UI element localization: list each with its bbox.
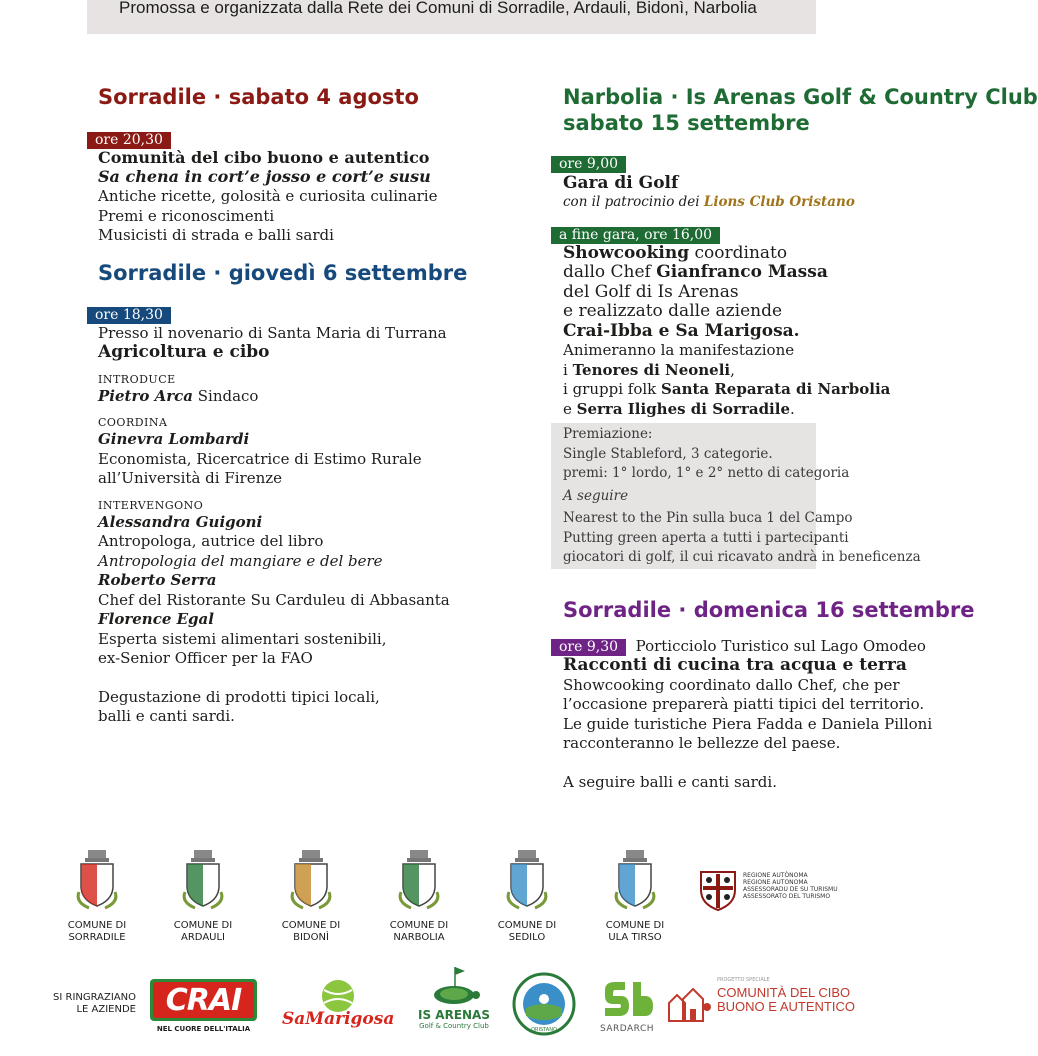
folk-group: Santa Reparata di Narbolia xyxy=(661,380,891,398)
time-tag: a fine gara, ore 16,00 xyxy=(551,227,720,244)
prize-line: premi: 1° lordo, 1° e 2° netto di categoria xyxy=(563,465,850,481)
patronage-text: con il patrocinio dei xyxy=(563,194,704,210)
speaker-name: Alessandra Guigoni xyxy=(98,512,263,531)
speaker-role: Chef del Ristorante Su Carduleu di Abbasanta xyxy=(98,590,450,609)
event-line: coordinato xyxy=(689,242,788,263)
role-label: INTERVENGONO xyxy=(98,498,204,512)
comune-logo xyxy=(602,848,668,944)
event-line: racconteranno le bellezze del paese. xyxy=(563,734,841,752)
prize-line: Nearest to the Pin sulla buca 1 del Campo xyxy=(563,510,853,526)
event-line: Presso il novenario di Santa Maria di Turrana xyxy=(98,323,447,342)
speaker-role: all’Università di Firenze xyxy=(98,469,283,487)
turtle-flag-icon xyxy=(425,965,483,1005)
samarigosa-text: SaMarigosa xyxy=(282,1009,395,1029)
comune-logo xyxy=(494,848,560,944)
comune-logo xyxy=(386,848,452,944)
event-line: dallo Chef xyxy=(563,262,657,282)
thanks-label xyxy=(40,992,136,1016)
closing-line: A seguire balli e canti sardi. xyxy=(563,772,777,791)
regione-logo xyxy=(697,866,838,916)
section-title-sorradile-settembre: Sorradile · giovedì 6 settembre xyxy=(98,260,468,285)
event-line: Premi e riconoscimenti xyxy=(98,206,275,225)
time-tag: ore 18,30 xyxy=(87,307,171,324)
event-subtitle: Sa chena in cort’e josso e cort’e susu xyxy=(98,167,431,186)
comunita-text: COMUNITÀ DEL CIBO xyxy=(717,985,851,1000)
event-title: Comunità del cibo buono e autentico xyxy=(98,148,430,167)
event-line: Showcooking coordinato dallo Chef, che per xyxy=(563,675,900,694)
comune-label: COMUNE DI xyxy=(281,920,341,931)
prize-line: giocatori di golf, il cui ricavato andrà in beneficenza xyxy=(563,549,921,565)
speaker-name: Roberto Serra xyxy=(98,571,217,589)
village-icon xyxy=(667,983,713,1023)
event-line: e xyxy=(563,399,577,418)
role-label: COORDINA xyxy=(98,416,168,429)
event-line: Antiche ricette, golosità e curiosita culinarie xyxy=(98,187,438,205)
comunita-logo xyxy=(667,977,855,1033)
comune-label: COMUNE DI xyxy=(497,920,557,931)
folk-group: Serra Ilighes di Sorradile xyxy=(576,399,790,418)
regione-text: REGIONE AUTONOMA xyxy=(743,879,808,886)
comune-crest-icon xyxy=(71,848,123,912)
comune-label: COMUNE DI xyxy=(605,920,665,931)
sardarch-logo xyxy=(597,980,657,1036)
prize-line: Single Stableford, 3 categorie. xyxy=(563,445,773,462)
chef-name: Gianfranco Massa xyxy=(656,262,828,282)
crai-text: CRAI xyxy=(165,983,242,1018)
isarenas-logo xyxy=(413,965,495,1035)
comune-logo xyxy=(64,848,130,944)
event-line: i xyxy=(563,360,573,379)
event-line: l’occasione preparerà piatti tipici del territorio. xyxy=(563,695,925,713)
comune-label: COMUNE DI xyxy=(389,920,449,931)
comune-label: COMUNE DI xyxy=(173,920,233,931)
comune-name: SORRADILE xyxy=(68,932,126,943)
regione-crest-icon xyxy=(697,866,739,912)
section-title-sorradile-domenica: Sorradile · domenica 16 settembre xyxy=(563,597,975,622)
event-line: e realizzato dalle aziende xyxy=(563,301,783,321)
comune-crest-icon xyxy=(393,848,445,912)
left-column xyxy=(95,84,498,727)
prize-line: A seguire xyxy=(563,487,629,504)
lions-club: Lions Club Oristano xyxy=(703,194,855,210)
speaker-role: ex-Senior Officer per la FAO xyxy=(98,649,313,667)
speaker-name: Ginevra Lombardi xyxy=(98,430,250,448)
regione-text: ASSESSORATO DEL TURISMO xyxy=(743,893,831,900)
comune-name: ULA TIRSO xyxy=(608,932,662,943)
crai-tagline: NEL CUORE DELL'ITALIA xyxy=(156,1025,251,1033)
location: Porticciolo Turistico sul Lago Omodeo xyxy=(635,636,926,655)
comune-crest-icon xyxy=(609,848,661,912)
section-title-date: sabato 15 settembre xyxy=(563,111,810,135)
comune-name: ARDAULI xyxy=(181,932,225,943)
event-line: . xyxy=(790,399,795,418)
top-banner xyxy=(87,0,816,34)
speaker-role: Antropologa, autrice del libro xyxy=(98,532,324,550)
speaker-name: Pietro Arca xyxy=(98,386,193,405)
event-line: i gruppi folk xyxy=(563,380,662,398)
event-title: Racconti di cucina tra acqua e terra xyxy=(563,655,907,675)
event-title: Agricoltura e cibo xyxy=(98,342,270,362)
comune-crest-icon xyxy=(501,848,553,912)
time-tag: ore 9,30 xyxy=(551,639,626,656)
event-line: , xyxy=(730,360,735,379)
crai-logo xyxy=(150,979,257,1035)
prize-box xyxy=(551,423,921,569)
time-tag: ore 9,00 xyxy=(551,156,626,173)
showcooking-label: Showcooking xyxy=(563,242,690,263)
comune-name: BIDONÌ xyxy=(293,932,329,943)
closing-line: Degustazione di prodotti tipici locali, xyxy=(98,687,380,706)
event-line: Le guide turistiche Piera Fadda e Daniela Pilloni xyxy=(563,714,933,733)
thanks-text: SI RINGRAZIANO xyxy=(53,992,136,1003)
event-line: Musicisti di strada e balli sardi xyxy=(98,226,334,244)
comunita-text: BUONO E AUTENTICO xyxy=(717,999,855,1014)
sardarch-text: SARDARCH xyxy=(599,1024,655,1034)
isarenas-text: IS ARENAS xyxy=(418,1008,490,1022)
sinis-sub: ORISTANO xyxy=(531,1027,557,1033)
time-tag: ore 20,30 xyxy=(87,132,171,149)
samarigosa-logo xyxy=(282,976,394,1036)
regione-text: ASSESSORADU DE SU TURISMU xyxy=(743,886,838,893)
prize-line: Premiazione: xyxy=(563,426,653,442)
comune-name: NARBOLIA xyxy=(393,932,445,943)
section-title-sorradile-agosto: Sorradile · sabato 4 agosto xyxy=(98,85,419,109)
comune-logo xyxy=(170,848,236,944)
right-column xyxy=(551,84,1038,824)
comune-logo xyxy=(278,848,344,944)
comune-label: COMUNE DI xyxy=(67,920,127,931)
closing-line: balli e canti sardi. xyxy=(98,707,235,725)
sardarch-mark-icon xyxy=(599,980,655,1020)
banner-text: Promossa e organizzata dalla Rete dei Comuni di Sorradile, Ardauli, Bidonì, Narbolia xyxy=(119,0,757,17)
book-title: Antropologia del mangiare e del bere xyxy=(98,551,383,570)
event-title: Gara di Golf xyxy=(563,173,679,193)
event-line: Animeranno la manifestazione xyxy=(563,341,795,359)
companies: Crai-Ibba e Sa Marigosa. xyxy=(563,320,800,341)
role-label: INTRODUCE xyxy=(98,372,176,386)
comune-crest-icon xyxy=(177,848,229,912)
section-title-narbolia: Narbolia · Is Arenas Golf & Country Club xyxy=(563,85,1038,109)
speaker-role: Economista, Ricercatrice di Estimo Rurale xyxy=(98,449,422,468)
prize-line: Putting green aperta a tutti i partecipanti xyxy=(563,529,849,546)
comune-crest-icon xyxy=(285,848,337,912)
thanks-text: LE AZIENDE xyxy=(76,1004,136,1015)
regione-text: REGIONE AUTÒNOMA xyxy=(743,872,808,879)
speaker-role: Sindaco xyxy=(192,386,259,405)
speaker-name: Florence Egal xyxy=(98,610,214,628)
comunita-pre: PROGETTO SPECIALE xyxy=(717,977,770,983)
comune-name: SEDILO xyxy=(508,932,546,943)
sinis-logo xyxy=(512,972,576,1036)
event-line: del Golf di Is Arenas xyxy=(563,281,739,302)
tenores: Tenores di Neoneli xyxy=(572,360,731,379)
isarenas-sub: Golf & Country Club xyxy=(419,1022,489,1030)
speaker-role: Esperta sistemi alimentari sostenibili, xyxy=(98,629,387,648)
